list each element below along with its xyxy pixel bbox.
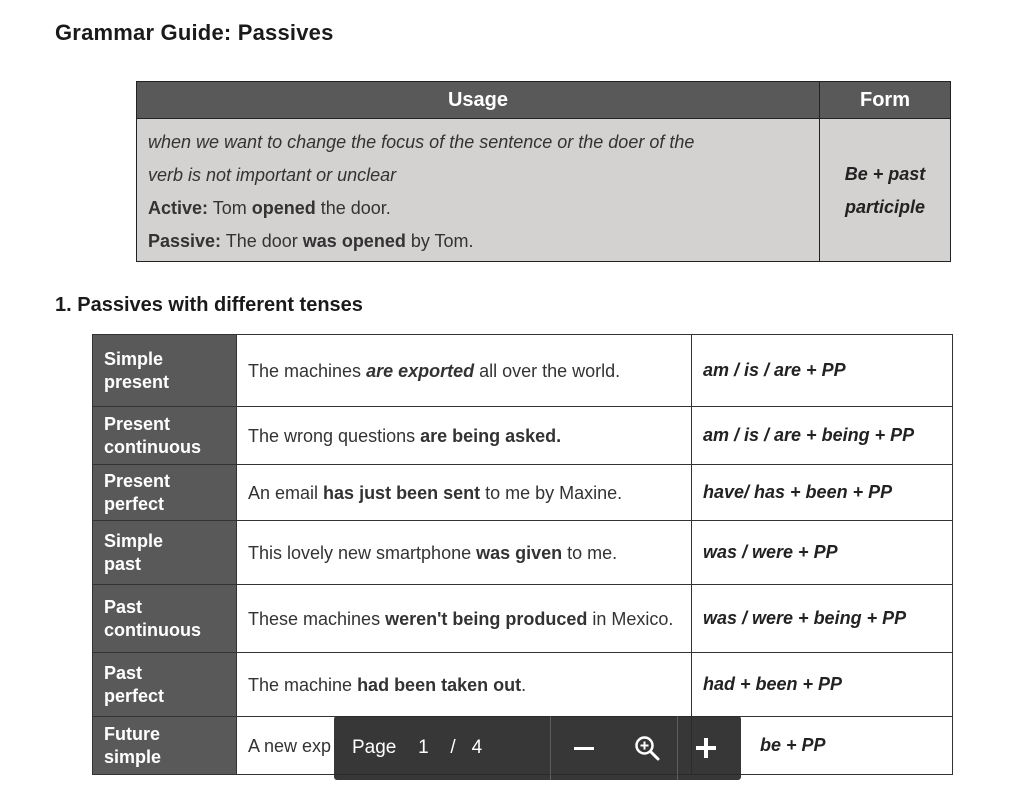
table-row [93,585,953,653]
tense-example: The wrong questions are being asked. [237,407,692,465]
form-cell: Be + past participle [820,119,951,262]
zoom-reset-button[interactable] [617,716,677,780]
active-label: Active: [148,198,209,218]
tense-example: A new exp [237,717,692,775]
usage-table [136,81,951,262]
page-title: Grammar Guide: Passives [55,20,334,45]
table-row [93,521,953,585]
usage-description-line: when we want to change the focus of the sentence or the doer of the [148,132,695,152]
tense-name: Present perfect [93,465,237,521]
usage-header: Usage [137,82,820,119]
minus-icon [574,747,594,750]
tense-example: An email has just been sent to me by Maxine. [237,465,692,521]
zoom-icon [634,735,660,761]
tense-name: Past continuous [93,585,237,653]
tense-name: Simple present [93,335,237,407]
tense-name: Future simple [93,717,237,775]
current-page-input[interactable]: 1 [418,737,429,758]
passive-label: Passive: [148,231,222,251]
section-heading: 1. Passives with different tenses [55,294,363,316]
tense-form: had + been + PP [692,653,953,717]
table-row [93,407,953,465]
form-header: Form [820,82,951,119]
table-row [93,335,953,407]
plus-icon [696,738,716,758]
tense-form: was / were + being + PP [692,585,953,653]
page-indicator [334,716,550,780]
tenses-table [92,334,953,775]
tense-example: These machines weren't being produced in Mexico. [237,585,692,653]
tense-form: have/ has + been + PP [692,465,953,521]
tense-name: Past perfect [93,653,237,717]
page-label: Page [352,737,397,758]
tense-form: be + PP [692,717,953,775]
usage-description-line: verb is not important or unclear [148,165,397,185]
tense-example: The machine had been taken out. [237,653,692,717]
active-example: Active: Tom opened the door. [148,198,391,218]
tense-form: am / is / are + PP [692,335,953,407]
tense-name: Simple past [93,521,237,585]
tense-form: am / is / are + being + PP [692,407,953,465]
zoom-in-button[interactable] [678,716,734,780]
tense-example: The machines are exported all over the world. [237,335,692,407]
passive-example: Passive: The door was opened by Tom. [148,231,474,251]
table-row [93,653,953,717]
tense-example: This lovely new smartphone was given to me. [237,521,692,585]
zoom-out-button[interactable] [551,716,617,780]
total-pages: 4 [471,737,483,758]
pdf-viewer-toolbar [334,716,741,780]
tense-form: was / were + PP [692,521,953,585]
table-row [93,465,953,521]
page-separator: / [450,737,456,758]
tense-name: Present continuous [93,407,237,465]
usage-cell [137,119,820,262]
